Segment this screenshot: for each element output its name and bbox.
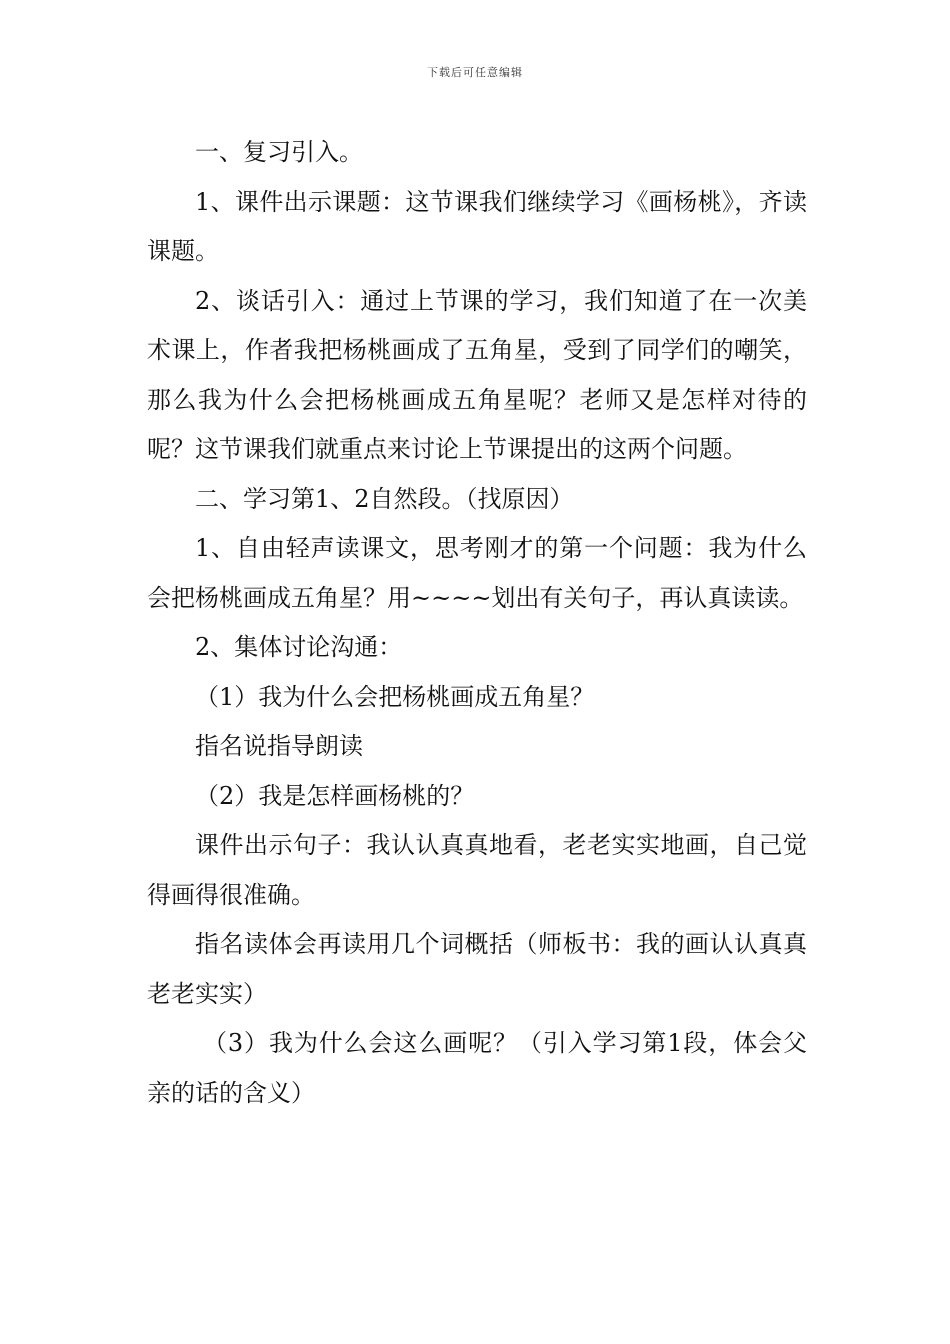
paragraph-courseware-title: 1、课件出示课题：这节课我们继续学习《画杨桃》，齐读课题。 <box>147 187 807 265</box>
paragraph-group-discussion: 2、集体讨论沟通： <box>195 633 403 661</box>
paragraph-summary-words: 指名读体会再读用几个词概括（师板书：我的画认认真真老老实实） <box>147 930 807 1008</box>
section-heading-review: 一、复习引入。 <box>195 138 363 166</box>
paragraph-free-reading: 1、自由轻声读课文，思考刚才的第一个问题：我为什么会把杨桃画成五角星？用~~~~划出有关句子，再认真读读。 <box>147 534 807 612</box>
page-header-note: 下载后可任意编辑 <box>427 66 523 79</box>
document-body <box>147 128 807 1118</box>
question-2: （2）我是怎样画杨桃的？ <box>195 781 475 810</box>
paragraph-talk-intro: 2、谈话引入：通过上节课的学习，我们知道了在一次美术课上，作者我把杨桃画成了五角星，受到了同学们的嘲笑，那么我为什么会把杨桃画成五角星呢？老师又是怎样对待的呢？这节课我们就重点来讨论上节课提出的这两个问题。 <box>147 286 807 463</box>
paragraph-courseware-sentence: 课件出示句子：我认认真真地看，老老实实地画，自己觉得画得很准确。 <box>147 831 807 909</box>
section-heading-study: 二、学习第1、2自然段。（找原因） <box>195 484 574 513</box>
paragraph-guided-reading: 指名说指导朗读 <box>195 732 363 760</box>
question-1: （1）我为什么会把杨桃画成五角星？ <box>195 682 595 711</box>
question-3: （3）我为什么会这么画呢？（引入学习第1段，体会父亲的话的含义） <box>147 1029 807 1107</box>
